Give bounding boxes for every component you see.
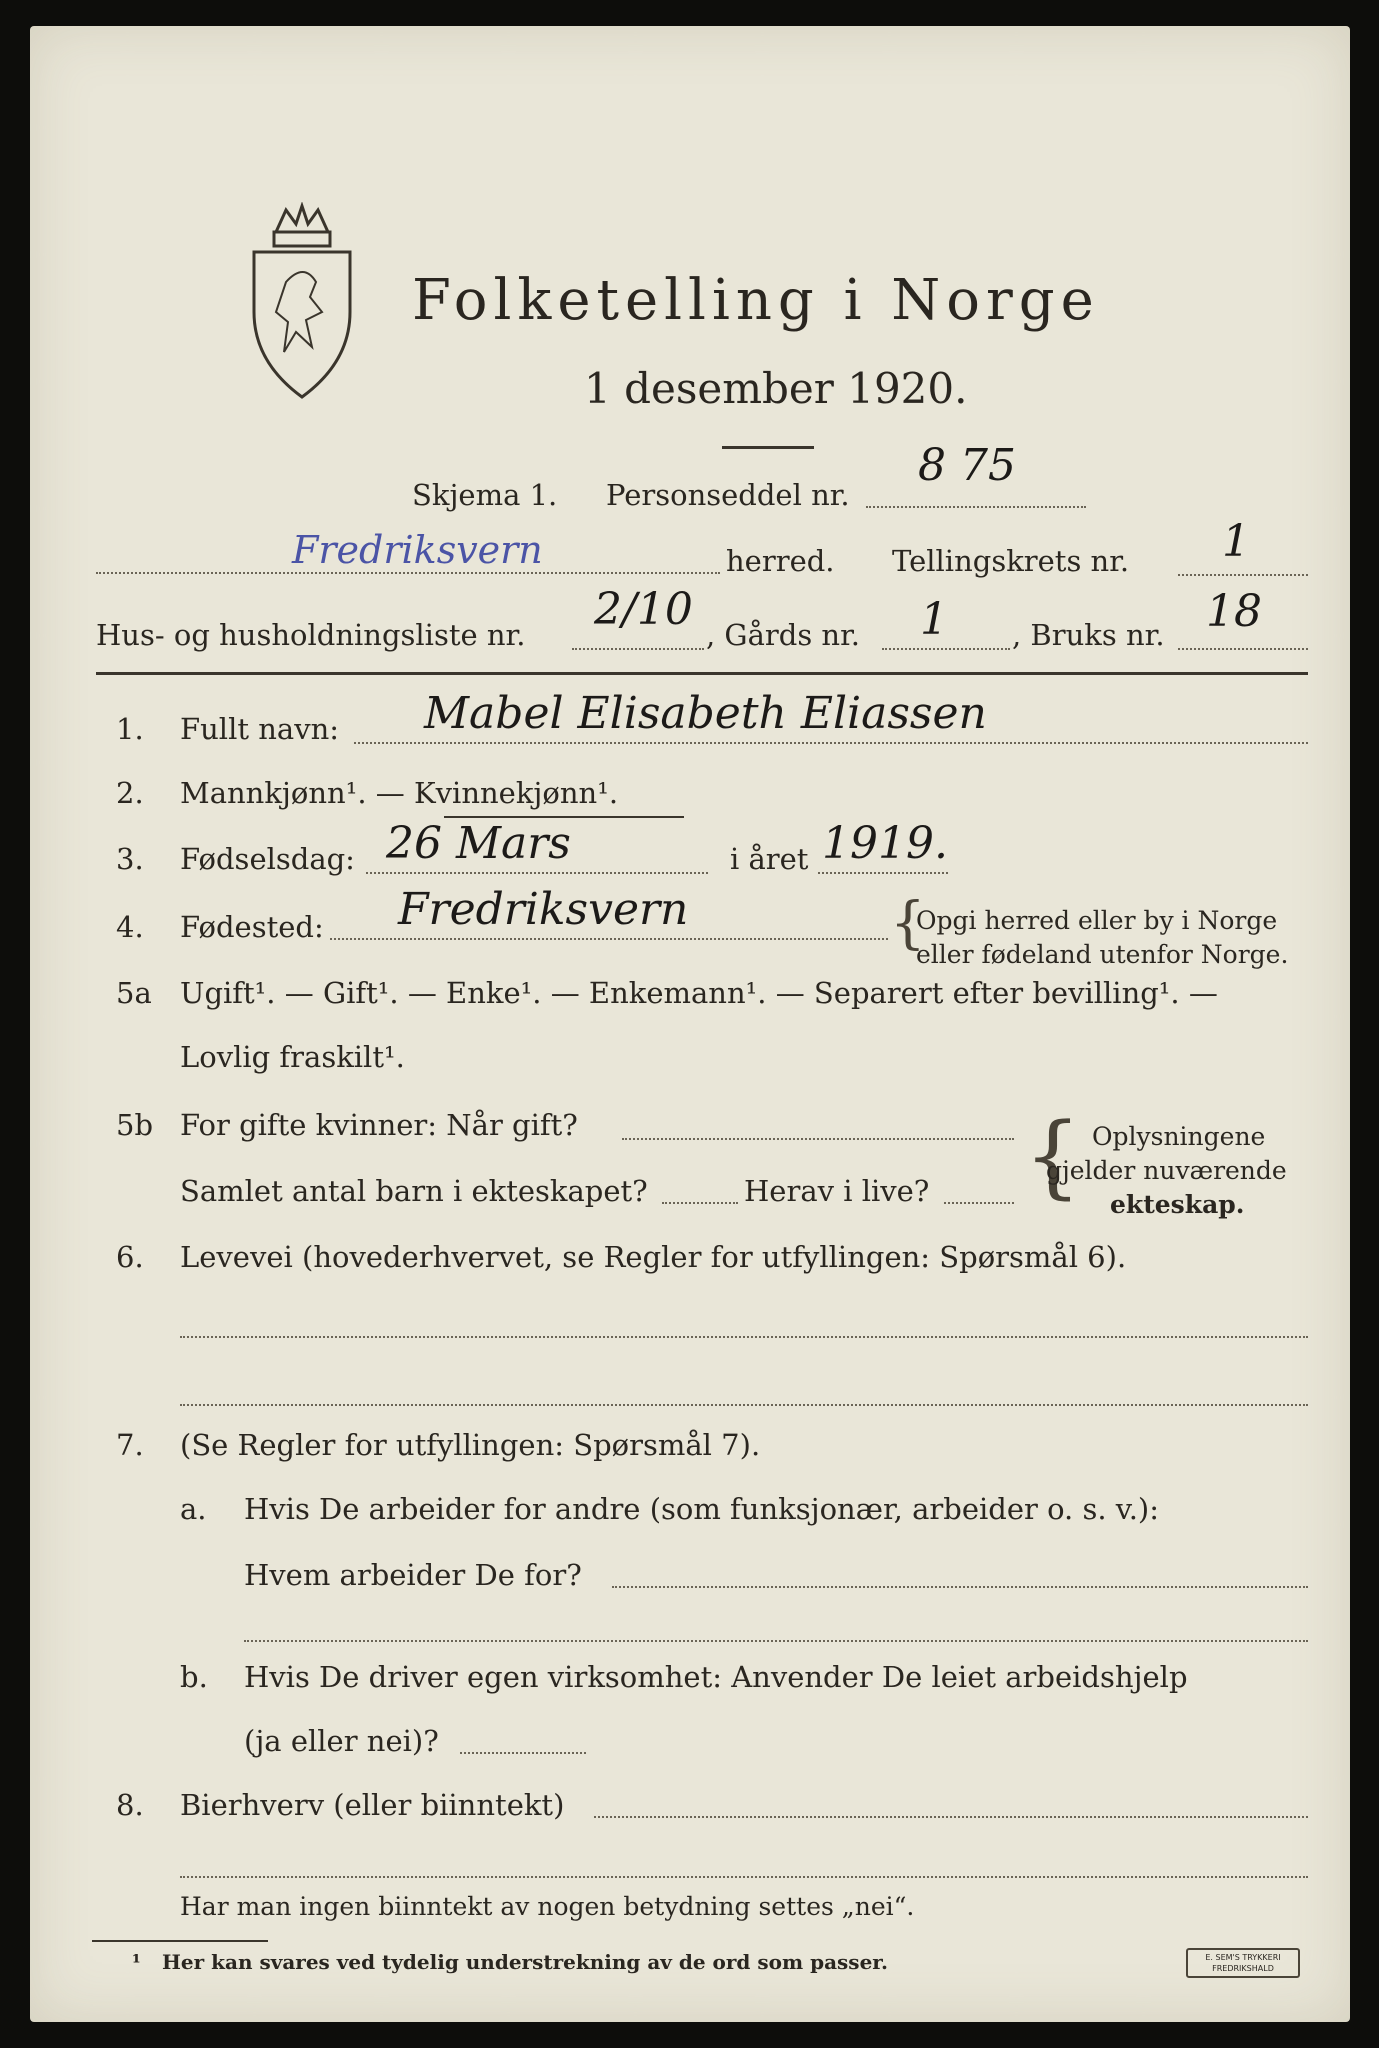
q3-line <box>366 872 708 874</box>
herred-value: Fredriksvern <box>292 528 543 572</box>
q7-label: (Se Regler for utfyllingen: Spørsmål 7). <box>180 1428 761 1462</box>
q5a-line-1: Ugift¹. — Gift¹. — Enke¹. — Enkemann¹. — Separert efter bevilling¹. — <box>180 976 1218 1010</box>
q7a-line-2: Hvem arbeider De for? <box>244 1558 582 1592</box>
tellingskrets-label: Tellingskrets nr. <box>892 544 1130 578</box>
q4-note-1: Opgi herred eller by i Norge <box>916 906 1278 935</box>
q1-number: 1. <box>116 712 144 746</box>
personseddel-line <box>866 506 1086 508</box>
q4-label: Fødested: <box>180 910 324 944</box>
printer-stamp-line-2: FREDRIKSHALD <box>1212 1964 1274 1973</box>
q5b-brace: { <box>1024 1104 1082 1209</box>
q5b-line-2b: Herav i live? <box>744 1174 930 1208</box>
q5b-line-1: For gifte kvinner: Når gift? <box>180 1108 578 1142</box>
q3-year-value: 1919. <box>822 818 948 869</box>
q5b-note-2: gjelder nuværende <box>1046 1156 1287 1185</box>
printer-stamp-line-1: E. SEM'S TRYKKERI <box>1205 1953 1281 1962</box>
q5b-note-3: ekteskap. <box>1110 1190 1245 1219</box>
q7b-line-1: Hvis De driver egen virksomhet: Anvender De leiet arbeidshjelp <box>244 1660 1188 1694</box>
q5b-number: 5b <box>116 1108 154 1142</box>
husholdning-value: 2/10 <box>594 584 693 635</box>
personseddel-value: 8 75 <box>918 440 1016 491</box>
gards-label: , Gårds nr. <box>706 618 860 652</box>
q3-year-line <box>818 872 948 874</box>
q3-value: 26 Mars <box>386 818 571 869</box>
q7a-extra-line <box>244 1640 1308 1642</box>
herred-line <box>96 572 720 574</box>
q7b-answer-line <box>460 1752 586 1754</box>
q7b-number: b. <box>180 1660 208 1694</box>
q7a-number: a. <box>180 1492 207 1526</box>
q8-note: Har man ingen biinntekt av nogen betydning settes „nei“. <box>180 1892 915 1921</box>
q5b-note-1: Oplysningene <box>1092 1122 1266 1151</box>
husholdning-line <box>572 648 704 650</box>
title-divider <box>722 446 814 449</box>
q3-number: 3. <box>116 842 144 876</box>
q8-line-1 <box>594 1816 1308 1818</box>
q6-number: 6. <box>116 1240 144 1274</box>
footnote-mark: ¹ <box>132 1950 141 1974</box>
q5a-line-2: Lovlig fraskilt¹. <box>180 1040 405 1074</box>
personseddel-label: Personseddel nr. <box>606 478 850 512</box>
q4-number: 4. <box>116 910 144 944</box>
q1-value: Mabel Elisabeth Eliassen <box>424 688 987 739</box>
q8-number: 8. <box>116 1788 144 1822</box>
printer-stamp <box>1186 1948 1300 1978</box>
q5b-children-line <box>662 1202 738 1204</box>
q7a-line-1: Hvis De arbeider for andre (som funksjonær, arbeider o. s. v.): <box>244 1492 1160 1526</box>
footnote-divider <box>92 1940 268 1942</box>
q8-label: Bierhverv (eller biinntekt) <box>180 1788 565 1822</box>
skjema-label: Skjema 1. <box>412 478 558 512</box>
coat-of-arms-icon <box>246 202 358 402</box>
q2-label: Mannkjønn¹. — Kvinnekjønn¹. <box>180 776 619 810</box>
q3-year-label: i året <box>730 842 809 876</box>
q4-brace: { <box>890 891 926 956</box>
q3-label: Fødselsdag: <box>180 842 355 876</box>
q6-line-1 <box>180 1336 1308 1338</box>
q5b-alive-line <box>944 1202 1014 1204</box>
form-title: Folketelling i Norge <box>412 268 1100 333</box>
q7a-employer-line <box>612 1586 1308 1588</box>
q4-note-2: eller fødeland utenfor Norge. <box>916 940 1289 969</box>
q6-line-2 <box>180 1404 1308 1406</box>
q5a-number: 5a <box>116 976 152 1010</box>
q7-number: 7. <box>116 1428 144 1462</box>
tellingskrets-line <box>1178 574 1308 576</box>
q2-number: 2. <box>116 776 144 810</box>
q1-line <box>354 742 1308 744</box>
header-divider <box>96 672 1308 675</box>
herred-label: herred. <box>726 544 835 578</box>
husholdning-label: Hus- og husholdningsliste nr. <box>96 618 526 652</box>
q6-label: Levevei (hovederhvervet, se Regler for utfyllingen: Spørsmål 6). <box>180 1240 1127 1274</box>
q7b-line-2: (ja eller nei)? <box>244 1724 439 1758</box>
q4-line <box>330 938 888 940</box>
tellingskrets-value: 1 <box>1222 516 1250 567</box>
bruks-value: 18 <box>1206 586 1262 637</box>
q4-value: Fredriksvern <box>398 884 689 935</box>
census-date: 1 desember 1920. <box>584 364 968 413</box>
q5b-when-line <box>622 1138 1014 1140</box>
q1-label: Fullt navn: <box>180 712 340 746</box>
gards-value: 1 <box>920 594 948 645</box>
q5b-line-2: Samlet antal barn i ekteskapet? <box>180 1174 648 1208</box>
gards-line <box>882 648 1010 650</box>
footnote-text: Her kan svares ved tydelig understrekning av de ord som passer. <box>162 1950 888 1974</box>
bruks-line <box>1178 648 1308 650</box>
q8-line-2 <box>180 1876 1308 1878</box>
bruks-label: , Bruks nr. <box>1012 618 1165 652</box>
